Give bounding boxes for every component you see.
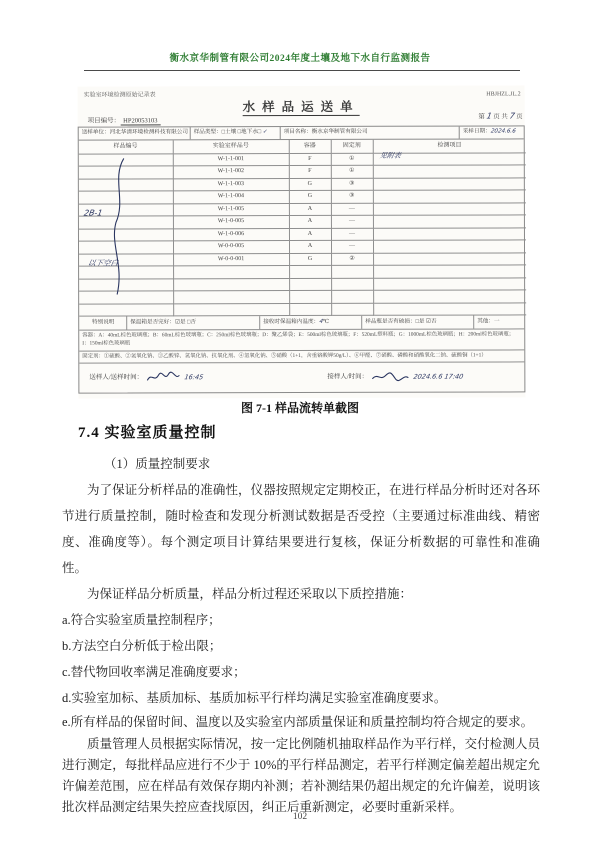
- items-cell: [373, 177, 526, 190]
- table-row: [79, 177, 526, 191]
- fixative-cell: ③: [331, 178, 373, 191]
- form-title: 水样品运送单: [242, 99, 360, 115]
- col-items: 检测项目: [373, 139, 526, 152]
- items-cell: [373, 265, 526, 278]
- section-heading: 7.4 实验室质量控制: [78, 425, 217, 441]
- lab-no-cell: W-1-0-006: [173, 228, 289, 241]
- items-cell: [373, 290, 526, 303]
- table-row: [79, 302, 526, 316]
- fixative-cell: —: [331, 240, 373, 253]
- items-cell: [373, 165, 526, 178]
- lab-no-cell: [173, 266, 289, 279]
- paragraph-3: e.所有样品的保留时间、温度以及实验室内部质量保证和质量控制均符合规定的要求。: [62, 715, 534, 729]
- container-cell: G: [289, 178, 331, 191]
- container-cell: A: [289, 240, 331, 253]
- receiver-signature-line: 接样人/时间： 2024.6.6 17:40: [327, 371, 463, 383]
- lab-no-cell: [173, 303, 289, 316]
- table-row: [79, 227, 526, 241]
- sender-cell: 送样单位：河北华清环境检测科技有限公司: [79, 127, 191, 139]
- lab-no-cell: W-0-0-001: [173, 253, 289, 266]
- other-cell: 其他：一: [477, 318, 500, 325]
- qc-measures-list: [62, 607, 540, 711]
- fixative-legend: 固定剂：①硫酸、②氢氧化钠、③乙酸锌、氢氧化钠、抗氧化剂、④氢氧化钠、⑤硝酸（1+1，含重铬酸钾50g/L）、⑥甲醛、⑦硝酸、磷酸和硝酸氧化二钠、硫酸铜（1+1）: [79, 350, 524, 364]
- container-cell: F: [289, 165, 331, 178]
- temperature-cell: 接收时保温箱内温度：4℃: [260, 316, 362, 329]
- lab-no-cell: W-1-1-005: [173, 203, 289, 216]
- fixative-cell: —: [331, 203, 373, 216]
- table-row: [79, 290, 526, 304]
- fixative-cell: [331, 303, 373, 316]
- running-header: 衡水京华制管有限公司2024年度土壤及地下水自行监测报告: [169, 54, 431, 64]
- fixative-cell: ②: [331, 253, 373, 266]
- lab-no-cell: W-1-1-004: [173, 191, 289, 204]
- form-body-box: [78, 125, 526, 393]
- items-cell: [373, 215, 526, 228]
- page-number: 102: [292, 812, 308, 822]
- container-cell: [289, 303, 331, 316]
- project-name-cell: 项目名称：衡水京华制管有限公司: [281, 127, 460, 139]
- container-cell: A: [289, 203, 331, 216]
- fixative-cell: ③: [331, 190, 373, 203]
- fixative-cell: ①: [331, 165, 373, 178]
- lab-no-cell: W-0-0-005: [173, 241, 289, 254]
- table-row: [79, 240, 526, 254]
- lab-no-cell: W-1-1-003: [173, 178, 289, 191]
- col-sample-no: 样品编号: [79, 140, 173, 153]
- project-number-value: HP20053103: [120, 117, 160, 125]
- sample-type-check-handwritten: ✓: [262, 129, 268, 136]
- col-lab-no: 实验室样品号: [173, 140, 289, 153]
- paragraph-2: 为保证样品分析质量，样品分析过程还采取以下质控措施：: [87, 587, 413, 601]
- container-cell: [289, 278, 331, 291]
- section-body: [62, 451, 540, 818]
- col-container: 容器: [289, 140, 331, 153]
- bottle-ok-cell: 样品瓶是否有破损：□是 ☑否: [362, 316, 474, 329]
- table-row: [79, 277, 526, 291]
- header-rule: [84, 70, 520, 71]
- sample-type-cell: 样品类型：□土壤 □地下水□ ✓: [191, 127, 281, 139]
- receiver-datetime-handwritten: 2024.6.6 17:40: [412, 372, 465, 381]
- lab-no-cell: W-1-1-001: [173, 153, 289, 166]
- fixative-cell: [331, 278, 373, 291]
- table-row: [79, 215, 526, 229]
- lab-no-cell: W-1-0-005: [173, 216, 289, 229]
- fixative-cell: ①: [331, 153, 373, 166]
- items-cell: [373, 227, 526, 240]
- form-doc-code: HBJHZL.JL.2: [486, 91, 521, 98]
- table-row: [79, 202, 526, 216]
- sender-signature-scribble: [147, 372, 181, 384]
- table-row: [79, 152, 526, 166]
- project-number-line: [88, 117, 161, 125]
- figure-caption: 图 7-1 样品流转单截图: [241, 401, 359, 415]
- temperature-handwritten: 4: [318, 318, 324, 325]
- fixative-cell: [331, 265, 373, 278]
- coolbox-ok-cell: 保温箱是否完好：☑是 □否: [127, 316, 260, 329]
- table-row: [79, 265, 526, 279]
- lab-no-cell: W-1-1-002: [173, 166, 289, 179]
- sample-table: [79, 139, 526, 316]
- container-cell: F: [289, 153, 331, 166]
- special-label: 特别说明: [79, 316, 127, 329]
- items-cell: [373, 302, 526, 315]
- table-row: [79, 190, 526, 204]
- container-cell: G: [289, 253, 331, 266]
- items-cell: [373, 190, 526, 203]
- sample-table-body: [79, 152, 526, 316]
- paragraph-1: 为了保证分析样品的准确性，仪器按照规定定期校正，在进行样品分析时还对各环节进行质量控制，随时检查和发现分析测试数据是否受控（主要通过标准曲线、精密度、准确度等）。每个测定项目计算结果要进行复核，保证分析数据的可靠性和准确性。: [62, 483, 540, 575]
- paragraph-4: 质量管理人员根据实际情况，按一定比例随机抽取样品作为平行样，交付检测人员进行测定，每批样品应进行不少于 10%的平行样品测定，若平行样测定偏差超出规定允许偏差范围，应在样品有效保存期内补测；若补测结果仍超出规定的允许偏差，说明该批次样品测定结果失控应查找原因，纠正后重新测定，必要时重新采样。: [62, 737, 540, 814]
- container-cell: [289, 290, 331, 303]
- page-number-handwritten: 1: [485, 111, 493, 121]
- fixative-cell: —: [331, 215, 373, 228]
- form-doc-label: 实验室环境检测原始记录表: [83, 92, 156, 99]
- sample-no-annotation-handwritten: 2B-1: [83, 208, 104, 218]
- qc-measure-item: b.方法空白分析低于检出限；: [62, 639, 222, 653]
- container-cell: [289, 265, 331, 278]
- container-cell: A: [289, 228, 331, 241]
- items-cell: [373, 202, 526, 215]
- sender-signature-line: 送样人/送样时间： 16:45: [89, 372, 203, 384]
- signature-row: [79, 363, 524, 388]
- col-fixative: 固定剂: [331, 140, 373, 153]
- project-number-label: 项目编号：: [87, 117, 121, 125]
- handwritten-brace: [108, 156, 130, 296]
- scanned-sample-form: [78, 85, 526, 398]
- items-cell: [373, 240, 526, 253]
- sample-no-cell: [79, 303, 173, 316]
- table-row: [79, 252, 526, 266]
- fixative-cell: [331, 290, 373, 303]
- container-cell: A: [289, 215, 331, 228]
- blank-below-note-handwritten: 以下空白: [87, 258, 119, 268]
- container-cell: G: [289, 190, 331, 203]
- sampling-date-cell: 采样日期：2024.6.6: [462, 128, 517, 135]
- table-row: [79, 165, 526, 179]
- form-info-row: [79, 126, 524, 140]
- special-note-row: [79, 315, 524, 330]
- total-pages-handwritten: 7: [508, 111, 516, 121]
- items-cell: [373, 252, 526, 265]
- form-page-info: 第 1 页 共 7 页: [478, 111, 523, 121]
- items-cell: [373, 277, 526, 290]
- container-legend: 容器：A：40mL棕色玻璃瓶；B：60mL棕色玻璃瓶；C：250ml棕色玻璃瓶；D：聚乙烯袋；E：500ml棕色玻璃瓶；F：520mL塑料瓶；G：1000mL棕色玻璃瓶；H：200ml棕色玻璃瓶；I：150ml棕色玻璃瓶: [79, 329, 524, 351]
- items-note-handwritten: 见附表: [379, 151, 402, 160]
- sample-table-header-row: [79, 139, 526, 153]
- subsection-title: （1）质量控制要求: [104, 457, 211, 471]
- sampling-date-handwritten: 2024.6.6: [490, 128, 517, 135]
- qc-measure-item: c.替代物回收率满足准确度要求；: [62, 665, 246, 679]
- sender-time-handwritten: 16:45: [183, 373, 205, 382]
- fixative-cell: —: [331, 228, 373, 241]
- qc-measure-item: a.符合实验室质量控制程序；: [62, 613, 221, 627]
- lab-no-cell: [173, 291, 289, 304]
- receiver-signature-scribble: [372, 371, 410, 383]
- qc-measure-item: d.实验室加标、基质加标、基质加标平行样均满足实验室准确度要求。: [62, 691, 447, 705]
- lab-no-cell: [173, 278, 289, 291]
